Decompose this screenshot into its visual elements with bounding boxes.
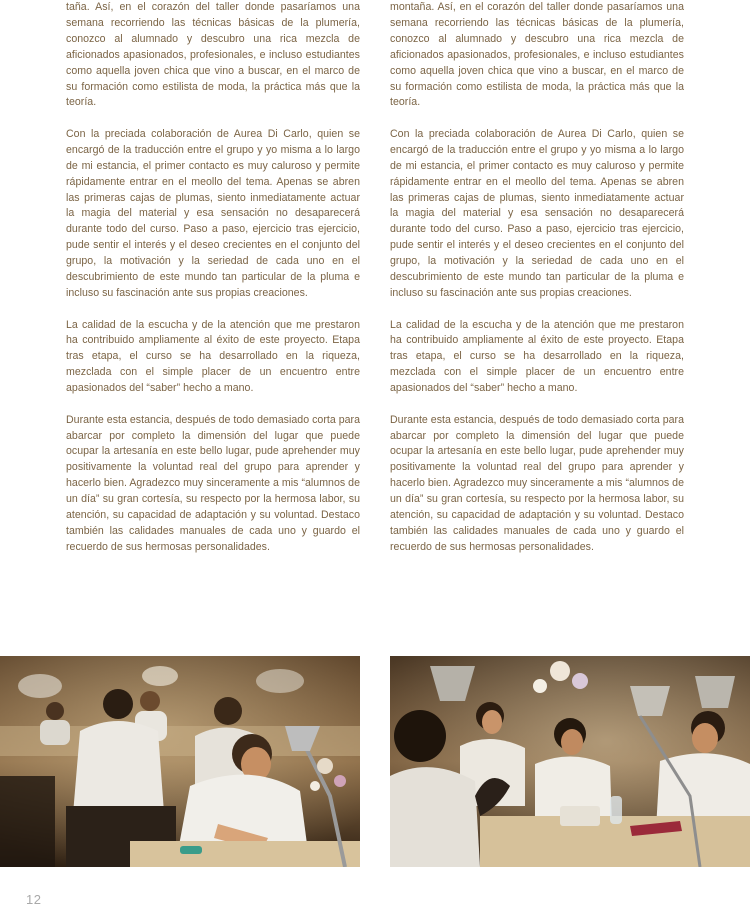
paragraph: Con la preciada colaboración de Aurea Di Carlo, quien se encargó de la traducción entre el grupo y yo misma a lo largo de mi estancia, el primer contacto es muy caluroso y permite rápidamente entrar en el meollo del tema. Apenas se abren las primeras cajas de plumas, siento inmediatamente actuar la magia del material y esa sensación no desaparecerá durante todo del curso. Paso a paso, ejercicio tras ejercicio, pude sentir el interés y el deseo crecientes en el conjunto del grupo, la motivación y la seriedad de cada uno en el descubrimiento de este mundo tan particular de la pluma e incluso su fascinación ante sus propias creaciones. — [390, 127, 684, 299]
paragraph: Durante esta estancia, después de todo demasiado corta para abarcar por completo la dimensión del lugar que puede ocupar la artesanía en este bello lugar, pude aprehender muy positivamente la voluntad real del grupo para aprender y hacerlo bien. Agradezco muy sinceramente a mis “alumnos de un día” su gran cortesía, su respecto por la hermosa labor, su atención, su capacidad de adaptación y su voluntad. Destaco también las calidades manuales de cada uno y guardo el recuerdo de sus hermosas personalidades. — [66, 413, 360, 553]
right-text-column — [390, 0, 684, 571]
paragraph: Con la preciada colaboración de Aurea Di Carlo, quien se encargó de la traducción entre el grupo y yo misma a lo largo de mi estancia, el primer contacto es muy caluroso y permite rápidamente entrar en el meollo del tema. Apenas se abren las primeras cajas de plumas, siento inmediatamente actuar la magia del material y esa sensación no desaparecerá durante todo del curso. Paso a paso, ejercicio tras ejercicio, pude sentir el interés y el deseo crecientes en el conjunto del grupo, la motivación y la seriedad de cada uno en el descubrimiento de este mundo tan particular de la pluma e incluso su fascinación ante sus propias creaciones. — [66, 127, 360, 299]
paragraph: taña. Así, en el corazón del taller donde pasaríamos una semana recorriendo las técnicas básicas de la plumería, conozco al alumnado y descubro una rica mezcla de aficionados apasionados, profesionales, e incluso estudiantes como aquella joven chica que vino a buscar, en el marco de su formación como estilista de moda, la práctica más que la teoría. — [66, 1, 360, 109]
paragraph: Durante esta estancia, después de todo demasiado corta para abarcar por completo la dimensión del lugar que puede ocupar la artesanía en este bello lugar, pude aprehender muy positivamente la voluntad real del grupo para aprender y hacerlo bien. Agradezco muy sinceramente a mis “alumnos de un día” su gran cortesía, su respecto por la hermosa labor, su atención, su capacidad de adaptación y su voluntad. Destaco también las calidades manuales de cada uno y guardo el recuerdo de sus hermosas personalidades. — [390, 413, 684, 553]
workshop-photo-left — [0, 656, 360, 867]
paragraph: montaña. Así, en el corazón del taller donde pasaríamos una semana recorriendo las técnicas básicas de la plumería, conozco al alumnado y descubro una rica mezcla de aficionados apasionados, profesionales, e incluso estudiantes como aquella joven chica que vino a buscar, en el marco de su formación como estilista de moda, la práctica más que la teoría. — [390, 1, 684, 109]
workshop-photo-right — [390, 656, 750, 867]
paragraph: La calidad de la escucha y de la atención que me prestaron ha contribuido ampliamente al éxito de este proyecto. Etapa tras etapa, el curso se ha desarrollado en la riqueza, mezclada con el simple placer de un encuentro entre apasionados del “saber” hecho a mano. — [390, 318, 684, 395]
paragraph: La calidad de la escucha y de la atención que me prestaron ha contribuido ampliamente al éxito de este proyecto. Etapa tras etapa, el curso se ha desarrollado en la riqueza, mezclada con el simple placer de un encuentro entre apasionados del “saber” hecho a mano. — [66, 318, 360, 395]
page-number: 12 — [26, 892, 42, 907]
left-text-column — [66, 0, 360, 571]
